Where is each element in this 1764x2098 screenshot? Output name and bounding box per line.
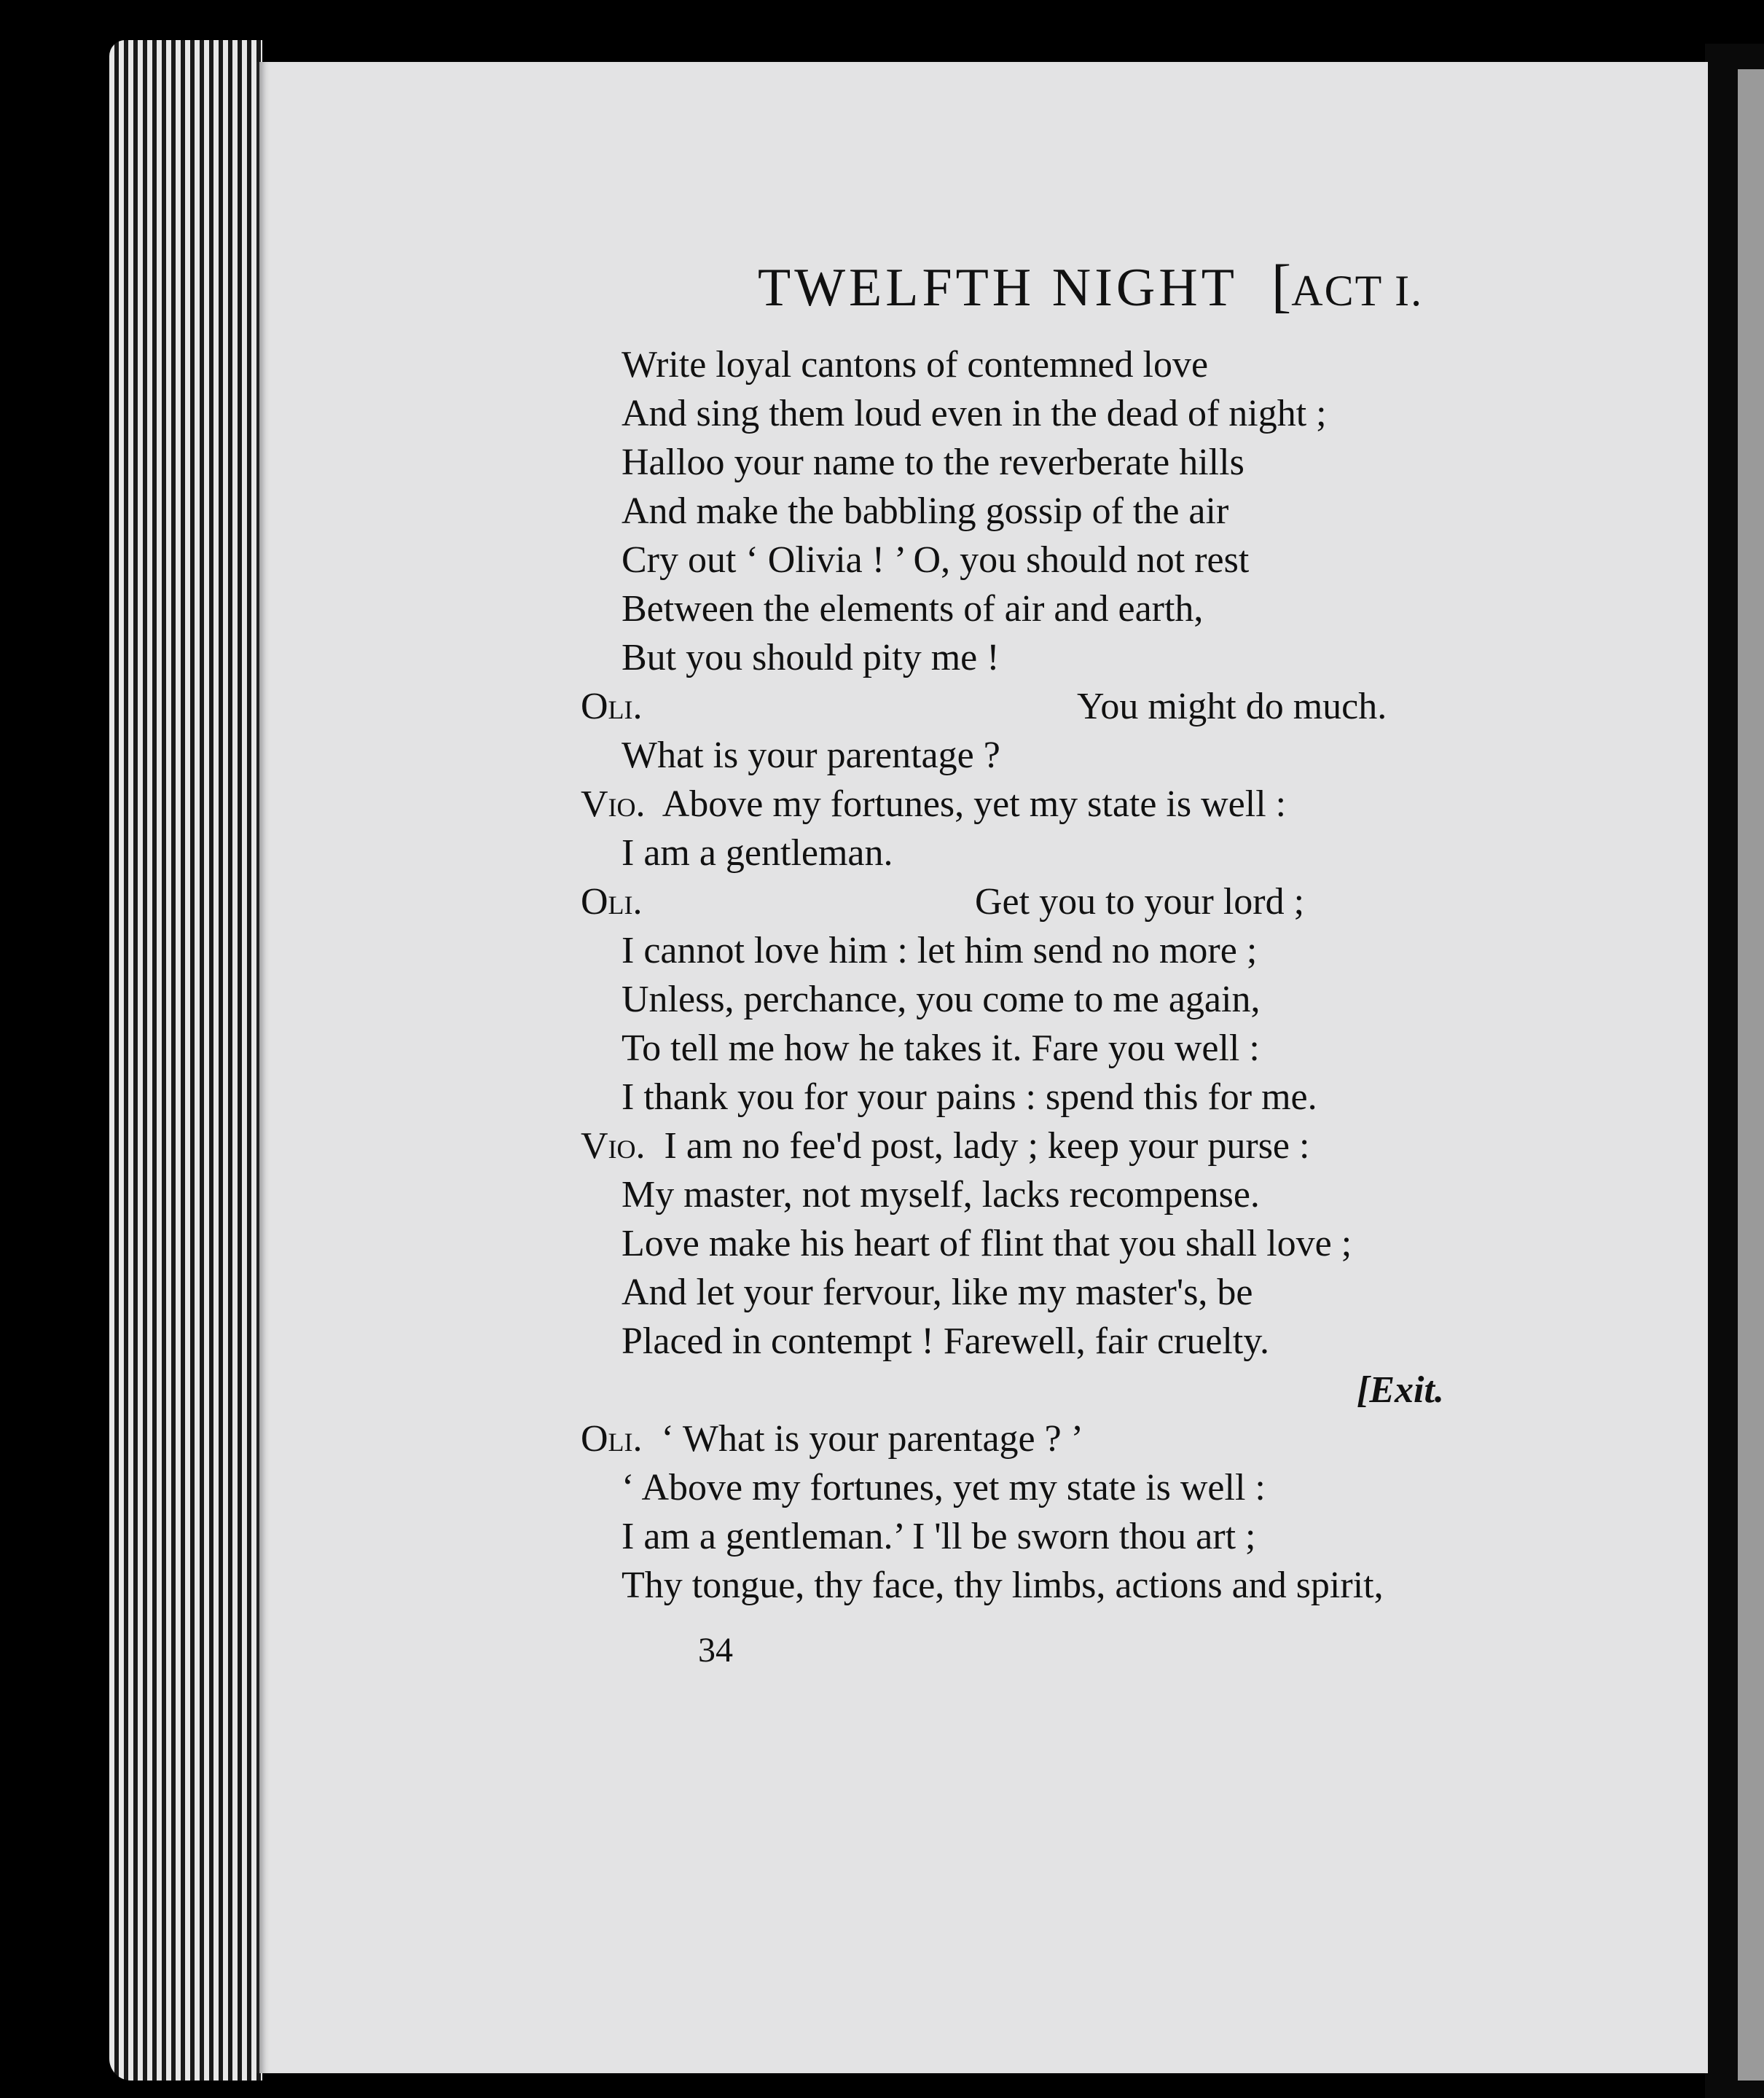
speech-line [581, 783, 1287, 825]
verse-line: Love make his heart of flint that you shall love ; [622, 1223, 1352, 1264]
verse-line: I thank you for your pains : spend this for me. [622, 1076, 1317, 1118]
verse-line: What is your parentage ? [622, 735, 1000, 776]
verse-line: Unless, perchance, you come to me again, [622, 979, 1261, 1020]
verse-line: You might do much. [1077, 686, 1387, 727]
verse-line: And make the babbling gossip of the air [622, 490, 1229, 532]
verse-line: I am a gentleman.’ I 'll be sworn thou art ; [622, 1516, 1256, 1557]
speaker-name: Oli. [581, 686, 643, 727]
verse-line: My master, not myself, lacks recompense. [622, 1174, 1260, 1216]
verse-line: Thy tongue, thy face, thy limbs, actions and spirit, [622, 1565, 1384, 1606]
verse-line: And sing them loud even in the dead of night ; [622, 393, 1327, 434]
verse-line: To tell me how he takes it. Fare you well : [622, 1028, 1260, 1069]
verse-line: But you should pity me ! [622, 637, 1000, 678]
verse-line: Write loyal cantons of contemned love [622, 344, 1209, 385]
verse-line: I am no fee'd post, lady ; keep your purse : [664, 1125, 1310, 1167]
running-head-bracket: [ [1271, 252, 1292, 318]
speech-line [581, 1420, 1083, 1458]
verse-line: Placed in contempt ! Farewell, fair cruelty. [622, 1320, 1269, 1362]
verse-line: Get you to your lord ; [975, 881, 1305, 923]
page-number: 34 [698, 1631, 733, 1670]
verse-line: Above my fortunes, yet my state is well : [662, 783, 1287, 825]
verse-line: Cry out ‘ Olivia ! ’ O, you should not rest [622, 539, 1250, 581]
running-head-act: ACT I. [1291, 267, 1424, 315]
verse-line: ‘ What is your parentage ? ’ [661, 1418, 1083, 1460]
verse-line: I cannot love him : let him send no more ; [622, 930, 1258, 971]
speaker-name: Oli. [581, 1418, 643, 1460]
verse-line: ‘ Above my fortunes, yet my state is well : [622, 1467, 1266, 1508]
verse-line: Halloo your name to the reverberate hills [622, 442, 1244, 483]
speaker-name: Vio. [581, 783, 646, 825]
speaker-name: Vio. [581, 1125, 646, 1167]
verse-line: I am a gentleman. [622, 832, 893, 874]
speaker-name: Oli. [581, 881, 643, 923]
stage-direction-exit: [Exit. [1357, 1369, 1444, 1411]
running-head-title: TWELFTH NIGHT [758, 258, 1238, 318]
verse-line: And let your fervour, like my master's, be [622, 1272, 1253, 1313]
verse-line: Between the elements of air and earth, [622, 588, 1204, 630]
speech-line [581, 1127, 1309, 1165]
